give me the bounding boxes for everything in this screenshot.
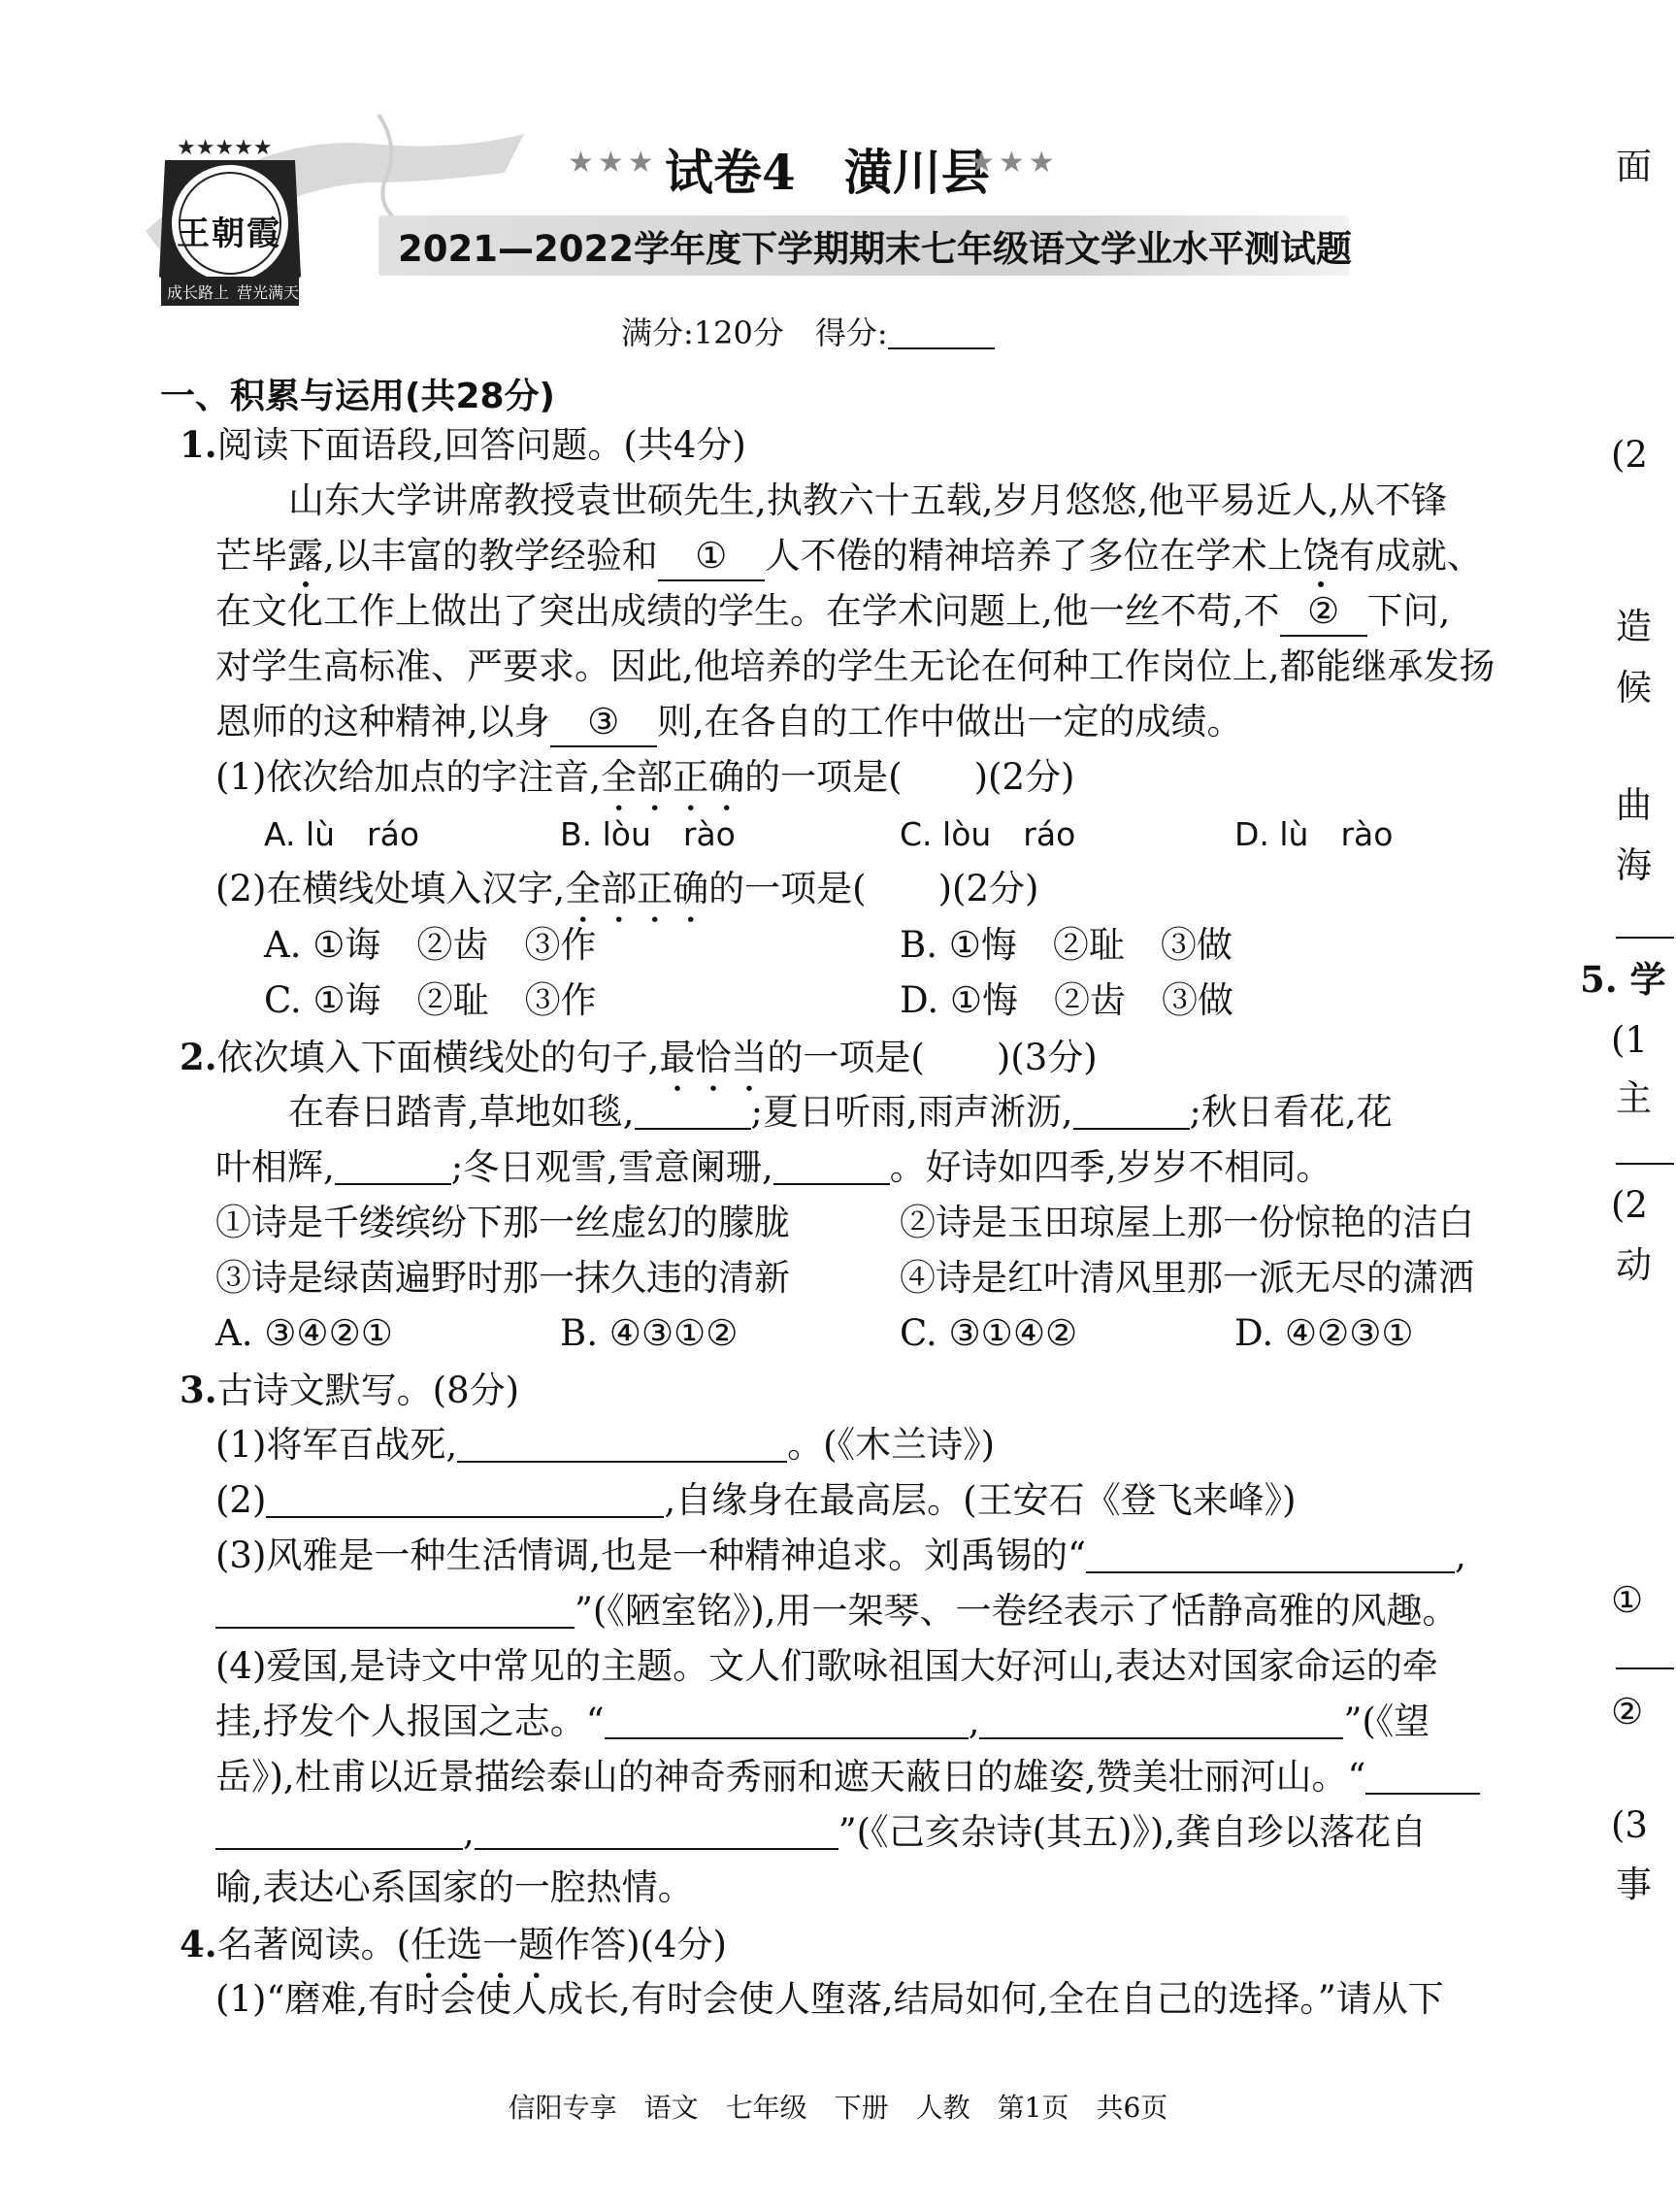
right-fragment: 5. 学 [1580, 958, 1666, 1001]
q2-passage-line1 [288, 1089, 1393, 1136]
text: 的一项是( )(2分) [744, 756, 1075, 798]
logo-name: 王朝霞 [177, 215, 281, 253]
text: ”(《陋室铭》),用一架琴、一卷经表示了恬静高雅的风趣。 [575, 1590, 1459, 1632]
right-fragment: 海 [1616, 844, 1652, 886]
q3-blank[interactable] [215, 1815, 463, 1850]
q1-sub2-option-a[interactable]: A. ①诲 ②齿 ③作 [264, 924, 597, 966]
q2-passage-line2 [215, 1144, 1332, 1191]
right-divider [1616, 937, 1674, 939]
q3-stem [180, 1367, 519, 1414]
q2-option-a[interactable]: A. ③④②① [215, 1312, 393, 1354]
text: 恩师的这种精神,以身 [215, 701, 550, 743]
q2-option-b[interactable]: B. ④③①② [560, 1312, 739, 1354]
text: 人不倦的精神培养了多位在学术上 [764, 535, 1303, 577]
q2-blank[interactable] [635, 1095, 751, 1130]
text: 叶相辉, [215, 1146, 335, 1188]
text: , [1455, 1535, 1466, 1576]
score-text: 满分:120分 得分: [621, 314, 888, 351]
text: 有成就、 [1338, 535, 1483, 577]
q1-number: 1. [180, 423, 217, 466]
q1-sub1 [215, 754, 1074, 819]
text: , [463, 1811, 475, 1853]
text: 芒毕 [215, 535, 287, 577]
q1-sub2-option-c[interactable]: C. ①诲 ②耻 ③作 [264, 979, 597, 1021]
q1-passage-line2 [215, 533, 1483, 581]
q4-number: 4. [180, 1923, 217, 1965]
q4-line1: (1)“磨难,有时会使人成长,有时会使人堕落,结局如何,全在自己的选择。”请从下 [215, 1978, 1444, 2020]
q2-number: 2. [180, 1036, 217, 1078]
q3-blank[interactable] [475, 1815, 838, 1850]
text: 依次填入下面横线处的句子, [216, 1037, 660, 1078]
q3-line3 [215, 1533, 1466, 1579]
text: 的一项是( )(3分) [767, 1037, 1098, 1078]
right-fragment: 候 [1616, 667, 1652, 709]
blank-1[interactable]: ① [658, 533, 765, 581]
text: 。好诗如四季,岁岁不相同。 [889, 1146, 1332, 1188]
q1-sub1-option-c[interactable]: C. lòu ráo [900, 815, 1076, 853]
score-blank[interactable] [888, 314, 995, 349]
text: ;夏日听雨,雨声淅沥, [750, 1091, 1073, 1133]
paper-title: 试卷4 潢川县 [665, 144, 990, 201]
q1-stem [180, 421, 746, 469]
text: ;冬日观雪,雪意阑珊, [450, 1146, 773, 1188]
text: ,自缘身在最高层。(王安石《登飞来峰》) [664, 1479, 1297, 1521]
right-fragment: ② [1611, 1691, 1644, 1733]
right-fragment: (3 [1611, 1804, 1648, 1846]
title-stars-left: ★★★ [568, 146, 658, 180]
q3-blank[interactable] [979, 1704, 1343, 1739]
right-fragment: 动 [1616, 1244, 1652, 1286]
svg-text:★★★★★: ★★★★★ [177, 136, 273, 160]
dotted-char: 饶 [1303, 533, 1339, 579]
q2-blank[interactable] [335, 1150, 451, 1185]
text: ”(《己亥杂诗(其五)》),龚自珍以落花自 [838, 1811, 1428, 1853]
q3-line5: (4)爱国,是诗文中常见的主题。文人们歌咏祖国大好河山,表达对国家命运的牵 [215, 1645, 1438, 1687]
text: 挂,抒发个人报国之志。“ [215, 1700, 605, 1742]
text: 的一项是( )(2分) [708, 868, 1039, 909]
q3-blank[interactable] [266, 1483, 664, 1518]
right-fragment: ① [1611, 1579, 1644, 1621]
text: (1)依次给加点的字注音, [215, 756, 602, 798]
dotted-emphasis: 全部正确 [565, 868, 709, 909]
q1-passage-line5 [215, 699, 1243, 747]
text: ”(《望 [1343, 1700, 1430, 1742]
q1-sub2 [215, 866, 1038, 931]
text: (3)风雅是一种生活情调,也是一种精神追求。刘禹锡的“ [215, 1535, 1087, 1576]
text: (2) [215, 1479, 267, 1521]
score-line [621, 309, 995, 353]
q1-passage-line3 [215, 588, 1450, 637]
q3-line1 [215, 1422, 995, 1469]
right-fragment: 造 [1616, 606, 1652, 647]
q3-blank[interactable] [1365, 1760, 1480, 1795]
text: 名著阅读。( [216, 1924, 411, 1965]
text: 岳》),杜甫以近景描绘泰山的神奇秀丽和遮天蔽日的雄姿,赞美壮丽河山。“ [215, 1756, 1366, 1798]
q2-sentence-4: ④诗是红叶清风里那一派无尽的潇洒 [900, 1257, 1474, 1299]
right-divider [1616, 1667, 1674, 1669]
q1-sub2-option-b[interactable]: B. ①悔 ②耻 ③做 [900, 924, 1232, 966]
q2-sentence-3: ③诗是绿茵遍野时那一抹久违的清新 [215, 1257, 790, 1299]
right-fragment: (1 [1611, 1019, 1648, 1061]
q2-sentence-2: ②诗是玉田琼屋上那一份惊艳的洁白 [900, 1202, 1474, 1243]
q1-sub1-option-b[interactable]: B. lòu rào [560, 815, 736, 853]
q3-blank[interactable] [457, 1428, 787, 1463]
dotted-emphasis: 最恰当 [659, 1037, 768, 1078]
text: 则,在各自的工作中做出一定的成绩。 [656, 701, 1243, 743]
q2-option-d[interactable]: D. ④②③① [1234, 1312, 1414, 1354]
paper-subtitle: 2021—2022学年度下学期期末七年级语文学业水平测试题 [398, 228, 1352, 270]
text: ;秋日看花,花 [1189, 1091, 1393, 1133]
q2-blank[interactable] [1073, 1095, 1190, 1130]
dotted-emphasis: 任选一题 [411, 1924, 555, 1965]
q1-sub1-option-d[interactable]: D. lù rào [1234, 815, 1394, 853]
blank-2[interactable]: ② [1280, 588, 1367, 637]
right-fragment: (2 [1611, 434, 1648, 476]
blank-3[interactable]: ③ [550, 699, 657, 747]
dotted-emphasis: 全部正确 [601, 756, 745, 798]
text: 在文化工作上做出了突出成绩的学生。在学术问题上,他一丝不苟,不 [215, 590, 1280, 632]
logo-badge [148, 131, 312, 315]
text: 在春日踏青,草地如毯, [288, 1091, 635, 1133]
q3-blank[interactable] [605, 1704, 969, 1739]
right-fragment: (2 [1611, 1184, 1648, 1226]
q3-line9: 喻,表达心系国家的一腔热情。 [215, 1866, 694, 1908]
q3-blank[interactable] [215, 1594, 575, 1629]
text: 作答)(4分) [554, 1924, 727, 1965]
q3-number: 3. [180, 1369, 217, 1411]
text: 。(《木兰诗》) [787, 1424, 996, 1466]
logo-slogan-right: 营光满天 [237, 283, 300, 302]
q1-passage-line1: 山东大学讲席教授袁世硕先生,执教六十五载,岁月悠悠,他平易近人,从不锋 [288, 479, 1448, 521]
logo-slogan-left: 成长路上 [167, 283, 230, 302]
right-fragment: 事 [1616, 1864, 1652, 1905]
q2-option-c[interactable]: C. ③①④② [900, 1312, 1078, 1354]
q1-passage-line4: 对学生高标准、严要求。因此,他培养的学生无论在何种工作岗位上,都能继承发扬 [215, 645, 1495, 687]
q3-line7 [215, 1754, 1480, 1800]
q3-line6 [215, 1699, 1430, 1745]
q3-blank[interactable] [1086, 1538, 1455, 1573]
dotted-char: 露 [287, 533, 323, 579]
text: ,以丰富的教学经验和 [323, 535, 658, 577]
q1-sub1-option-a[interactable]: A. lù ráo [264, 815, 420, 853]
section-heading: 一、积累与运用(共28分) [160, 377, 556, 416]
right-fragment: 主 [1616, 1077, 1652, 1119]
q3-line2 [215, 1477, 1297, 1524]
q2-sentence-1: ①诗是千缕缤纷下那一丝虚幻的朦胧 [215, 1202, 790, 1243]
q2-blank[interactable] [773, 1150, 890, 1185]
text: 下问, [1366, 590, 1451, 632]
q3-line8 [215, 1809, 1427, 1856]
q3-line4 [215, 1588, 1459, 1634]
page-footer: 信阳专享 语文 七年级 下册 人教 第1页 共6页 [508, 2092, 1168, 2124]
text: (2)在横线处填入汉字, [215, 868, 566, 909]
text: (1)将军百战死, [215, 1424, 458, 1466]
text: 古诗文默写。(8分) [216, 1370, 520, 1411]
text: , [968, 1700, 980, 1742]
q1-sub2-option-d[interactable]: D. ①悔 ②齿 ③做 [900, 979, 1234, 1021]
q1-stem-text: 阅读下面语段,回答问题。(共4分) [216, 424, 746, 466]
right-fragment: 面 [1616, 146, 1652, 187]
right-divider [1616, 1163, 1674, 1165]
right-fragment: 曲 [1616, 784, 1652, 826]
title-stars-right: ★★★ [969, 146, 1059, 180]
